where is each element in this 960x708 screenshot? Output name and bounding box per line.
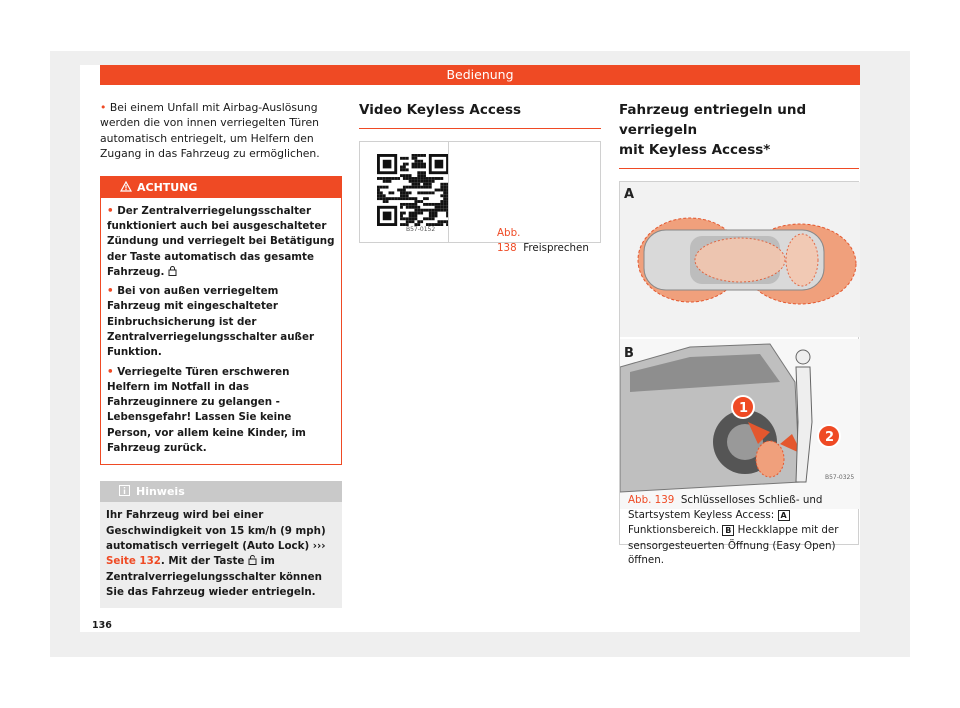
warning-triangle-icon [120,181,132,192]
person-head [796,350,810,364]
unlock-icon [248,555,257,565]
warning-header: ACHTUNG [101,177,341,198]
page-link[interactable]: Seite 132 [106,555,161,568]
warning-box [100,176,342,466]
note-box [100,481,342,608]
warning-item: • Der Zentralverriegelungsschalter funktioniert auch bei ausgeschalteter Zündung und verriegelt bei Betätigung der Taste automatisch das gesamte Fahrzeug. [107,204,335,278]
left-column [100,100,342,608]
note-body: Ihr Fahrzeug wird bei einer Geschwindigkeit von 15 km/h (9 mph) automatisch verriegelt (Auto Lock) ››› Seite 132. Mit der Taste im Zentralverriegelungsschalter können Sie das Fahrzeug wieder entriegeln. [106,509,326,598]
lock-icon [168,266,177,276]
step-1-label: 1 [739,401,749,416]
figure-139 [619,181,859,566]
section-header: Bedienung [100,65,860,85]
warning-item: • Bei von außen verriegeltem Fahrzeug mit eingeschalteter Einbruchsicherung ist der Zentralverriegelungsschalter außer Funktion. [107,285,315,359]
heading-rule [359,128,601,129]
figure-divider [448,142,449,242]
step-2-label: 2 [825,430,835,445]
page-number: 136 [92,620,112,631]
qr-code-image [377,154,449,226]
section-heading: Fahrzeug entriegeln und verriegeln mit Keyless Access* [619,102,807,158]
keyless-illustration [620,182,860,544]
panel-a-label: A [624,187,635,202]
info-icon [119,485,130,496]
sensor-zone [756,441,784,477]
right-column [619,100,859,566]
warning-body [101,198,341,465]
intro-paragraph: • Bei einem Unfall mit Airbag-Auslösung werden die von innen verriegelten Türen automatisch entriegelt, um Helfern den Zugang in das Fahrzeug zu ermöglichen. [100,101,320,161]
note-header: Hinweis [100,481,342,502]
figure-138 [359,141,601,254]
figure-caption: Abb. 139 Schlüsselloses Schließ- und Startsystem Keyless Access: A Funktionsbereich. B Heckklappe mit der sensorgesteuerten Öffnung (Easy Open) öffnen. [628,494,839,566]
video-heading: Video Keyless Access [359,102,522,118]
panel-b-label: B [624,346,634,361]
range-zone-interior [695,238,785,282]
qr-code[interactable] [370,150,446,234]
heading-rule [619,168,859,169]
warning-item: • Verriegelte Türen erschweren Helfern im Notfall in das Fahrzeuginnere zu gelangen - Lebensgefahr! Lassen Sie keine Person, vor allem keine Kinder, im Fahrzeug zurück. [107,365,306,455]
figure-code: B57-0152 [406,226,436,233]
figure-caption: Abb. 138 Freisprechen [497,227,589,254]
middle-column [359,100,601,254]
range-zone-trunk [786,234,818,286]
figure-code: B57-0325 [825,474,855,481]
